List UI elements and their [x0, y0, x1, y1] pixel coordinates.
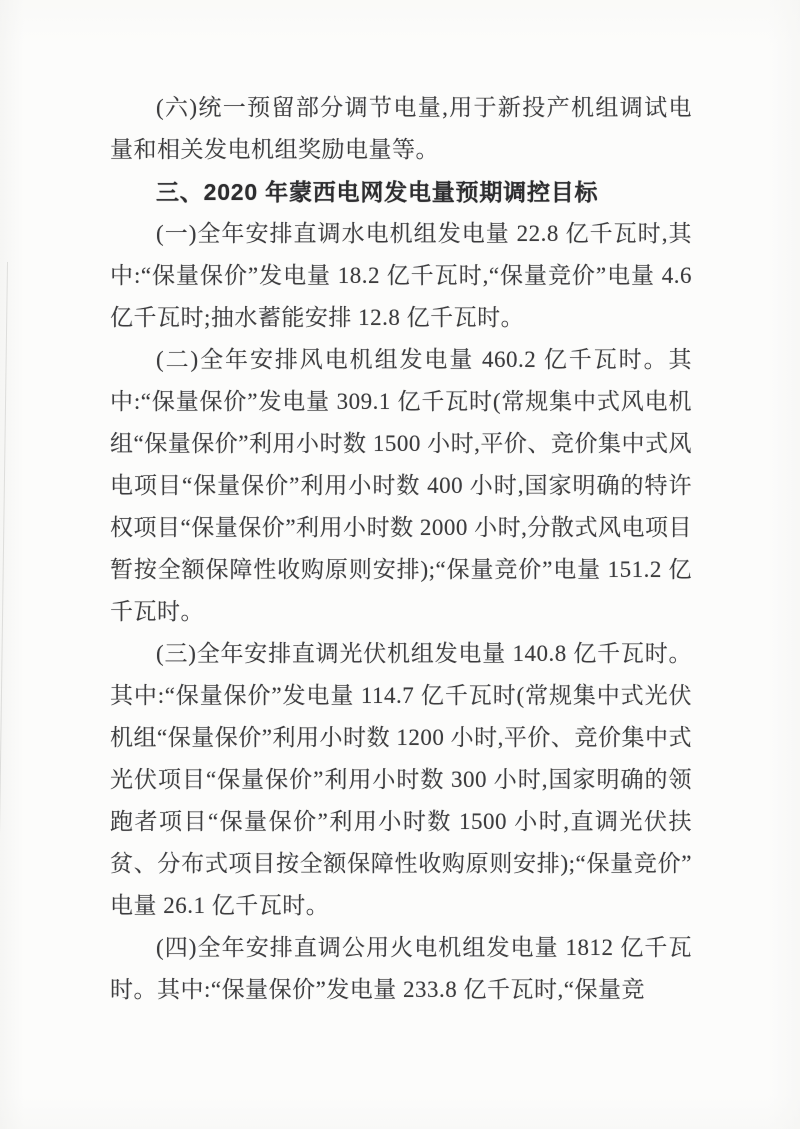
section-three-heading: 三、2020 年蒙西电网发电量预期调控目标 [156, 179, 599, 205]
scan-edge-artifact [0, 262, 8, 1129]
clause-one-paragraph: (一)全年安排直调水电机组发电量 22.8 亿千瓦时,其中:“保量保价”发电量 18.2 亿千瓦时,“保量竞价”电量 4.6 亿千瓦时;抽水蓄能安排 12.8 亿千瓦时。 [110, 221, 692, 330]
document-body [110, 87, 692, 1011]
clause-three-paragraph: (三)全年安排直调光伏机组发电量 140.8 亿千瓦时。其中:“保量保价”发电量 114.7 亿千瓦时(常规集中式光伏机组“保量保价”利用小时数 1200 小时,平价、竞价集中式光伏项目“保量保价”利用小时数 300 小时,国家明确的领跑者项目“保量保价”利用小时数 1500 小时,直调光伏扶贫、分布式项目按全额保障性收购原则安排);“保量竞价”电量 26.1 亿千瓦时。 [110, 641, 692, 918]
clause-two-paragraph: (二)全年安排风电机组发电量 460.2 亿千瓦时。其中:“保量保价”发电量 309.1 亿千瓦时(常规集中式风电机组“保量保价”利用小时数 1500 小时,平价、竞价集中式风电项目“保量保价”利用小时数 400 小时,国家明确的特许权项目“保量保价”利用小时数 2000 小时,分散式风电项目暂按全额保障性收购原则安排);“保量竞价”电量 151.2 亿千瓦时。 [110, 347, 692, 624]
clause-four-paragraph: (四)全年安排直调公用火电机组发电量 1812 亿千瓦时。其中:“保量保价”发电量 233.8 亿千瓦时,“保量竞 [110, 935, 692, 1002]
clause-six-paragraph: (六)统一预留部分调节电量,用于新投产机组调试电量和相关发电机组奖励电量等。 [110, 95, 692, 162]
